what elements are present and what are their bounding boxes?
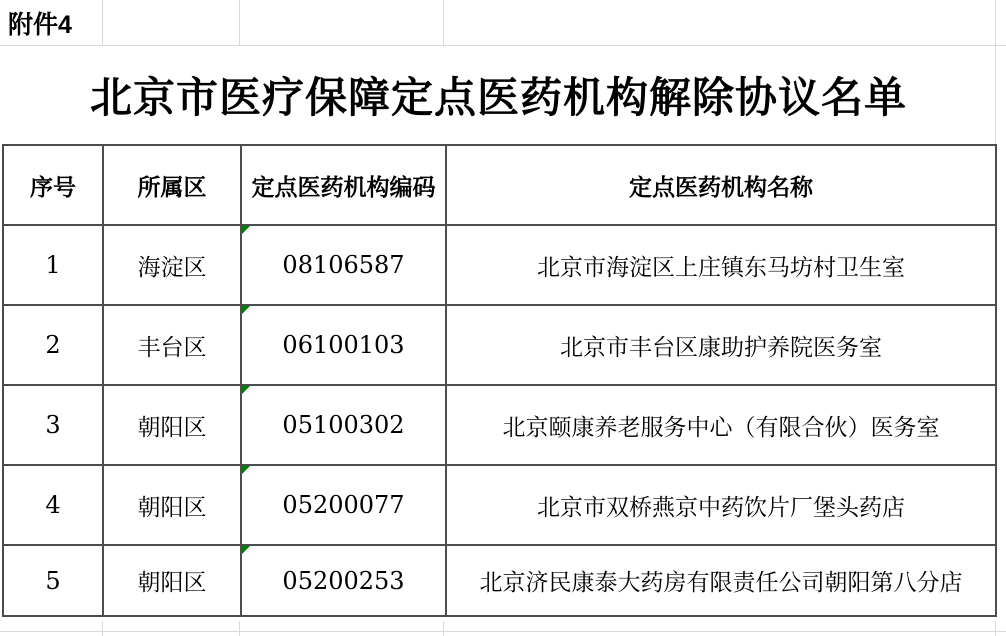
attachment-label: 附件4	[8, 11, 72, 39]
code-text: 06100103	[282, 331, 405, 359]
green-triangle-icon	[242, 466, 250, 474]
cell-code	[241, 465, 446, 545]
cell-code	[241, 225, 446, 305]
gridline	[443, 0, 444, 46]
table-row	[3, 385, 996, 465]
cell-district: 丰台区	[103, 305, 241, 385]
code-text: 05200253	[282, 566, 405, 595]
gridline	[995, 621, 996, 636]
gridline	[102, 621, 103, 636]
green-triangle-icon	[242, 386, 250, 394]
cell-district: 海淀区	[103, 225, 241, 305]
cell-name: 北京市双桥燕京中药饮片厂堡头药店	[446, 465, 996, 545]
cell-name: 北京颐康养老服务中心（有限合伙）医务室	[446, 385, 996, 465]
cell-name: 北京市丰台区康助护养院医务室	[446, 305, 996, 385]
table-row	[3, 225, 996, 305]
cell-district: 朝阳区	[103, 465, 241, 545]
table-row	[3, 305, 996, 385]
green-triangle-icon	[242, 226, 250, 234]
col-header-district: 所属区	[103, 145, 241, 225]
cell-code	[241, 545, 446, 616]
table-row	[3, 465, 996, 545]
institutions-table	[2, 144, 997, 617]
gridline	[239, 621, 240, 636]
col-header-code: 定点医药机构编码	[241, 145, 446, 225]
gridline	[0, 631, 1006, 632]
cell-district: 朝阳区	[103, 545, 241, 616]
gridline	[102, 0, 103, 46]
code-text: 05100302	[282, 411, 405, 439]
cell-code	[241, 385, 446, 465]
cell-serial: 5	[3, 545, 103, 616]
header-row	[3, 145, 996, 225]
code-text: 08106587	[282, 251, 405, 279]
col-header-name: 定点医药机构名称	[446, 145, 996, 225]
green-triangle-icon	[242, 546, 250, 554]
page-title: 北京市医疗保障定点医药机构解除协议名单	[89, 72, 907, 122]
cell-name: 北京市海淀区上庄镇东马坊村卫生室	[446, 225, 996, 305]
gridline	[995, 0, 996, 144]
cell-serial: 1	[3, 225, 103, 305]
gridline	[443, 621, 444, 636]
code-text: 05200077	[282, 491, 405, 519]
green-triangle-icon	[242, 306, 250, 314]
gridline	[239, 0, 240, 46]
cell-serial: 3	[3, 385, 103, 465]
cell-name: 北京济民康泰大药房有限责任公司朝阳第八分店	[446, 545, 996, 616]
cell-serial: 2	[3, 305, 103, 385]
cell-code	[241, 305, 446, 385]
title-row	[2, 46, 995, 143]
col-header-serial: 序号	[3, 145, 103, 225]
cell-serial: 4	[3, 465, 103, 545]
table-row	[3, 545, 996, 616]
cell-district: 朝阳区	[103, 385, 241, 465]
